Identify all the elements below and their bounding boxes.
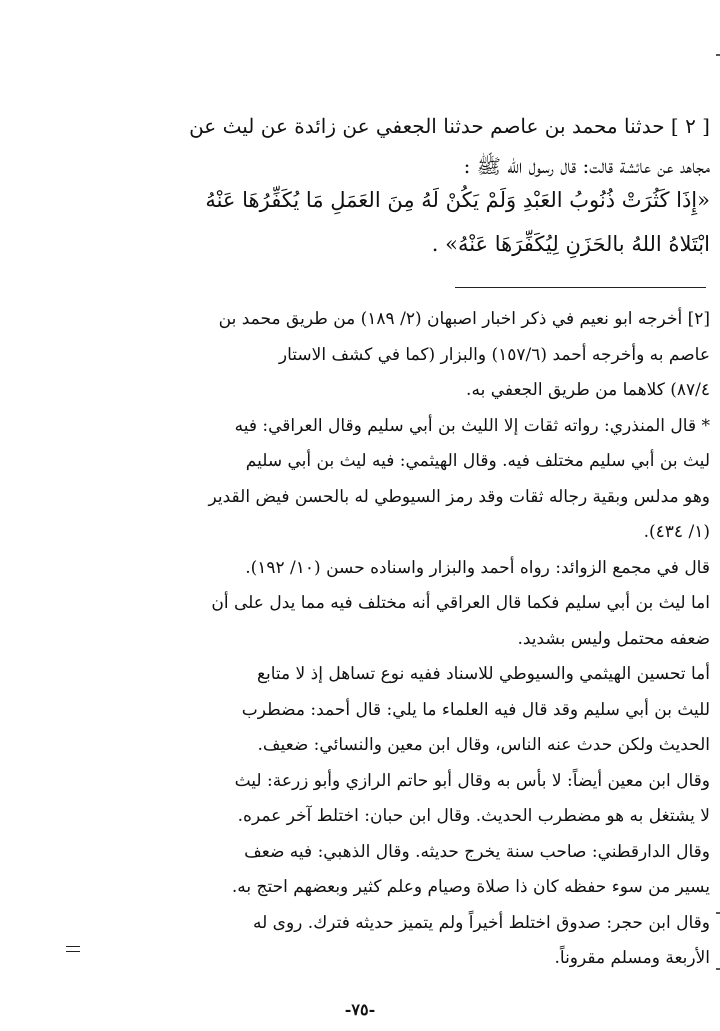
footnote-line: لا يشتغل به هو مضطرب الحديث. وقال ابن حبان: اختلط آخر عمره.	[237, 806, 710, 826]
footnote-line: أما تحسين الهيثمي والسيوطي للاسناد ففيه نوع تساهل إذ لا متابع	[256, 664, 710, 684]
isnad-line-1: [ ٢ ] حدثنا محمد بن عاصم حدثنا الجعفي عن زائدة عن ليث عن	[189, 114, 710, 138]
footnote-line: وقال ابن معين أيضاً: لا بأس به وقال أبو حاتم الرازي وأبو زرعة: ليث	[234, 770, 710, 791]
hadith-isnad	[104, 106, 710, 186]
footnote-line: (١/ ٤٣٤).	[643, 522, 710, 542]
footnote-line: لليث بن أبي سليم وقد قال فيه العلماء ما يلي: قال أحمد: مضطرب	[241, 699, 710, 720]
footnote-line: ليث بن أبي سليم مختلف فيه. وقال الهيثمي: فيه ليث بن أبي سليم	[245, 451, 710, 471]
footnote-line: الأربعة ومسلم مقروناً.	[554, 948, 710, 968]
footnote-line: عاصم به وأخرجه أحمد (١٥٧/٦) والبزار (كما في كشف الاستار	[278, 344, 710, 365]
footnote-divider	[455, 287, 706, 288]
footnote-line: الحديث ولكن حدث عنه الناس، وقال ابن معين والنسائي: ضعيف.	[257, 735, 710, 755]
edge-mark	[716, 912, 720, 914]
hadith-matn	[104, 178, 710, 266]
footnote-line: قال في مجمع الزوائد: رواه أحمد والبزار واسناده حسن (١٠/ ١٩٢).	[245, 557, 710, 578]
matn-line-2: ابْتَلاهُ اللهُ بالحَزَنِ لِيُكَفِّرَهَا عَنْهُ» .	[431, 232, 710, 256]
footnote-line: ضعفه محتمل وليس بشديد.	[517, 628, 710, 649]
footnote-line: [٢] أخرجه ابو نعيم في ذكر اخبار اصبهان (٢/ ١٨٩) من طريق محمد بن	[218, 309, 710, 329]
edge-mark	[716, 968, 720, 970]
isnad-line-2: مجاهد عن عائشة قالت: قال رسول الله ﷺ :	[463, 154, 710, 178]
edge-mark	[716, 54, 720, 56]
margin-mark	[66, 946, 80, 956]
footnote-line: وقال الدارقطني: صاحب سنة يخرج حديثه. وقال الذهبي: فيه ضعف	[244, 841, 710, 862]
footnote-line: * قال المنذري: رواته ثقات إلا الليث بن أبي سليم وقال العراقي: فيه	[234, 415, 710, 436]
footnote-line: وقال ابن حجر: صدوق اختلط أخيراً ولم يتميز حديثه فترك. روى له	[252, 912, 710, 933]
page-number: -٧٥-	[344, 1000, 376, 1019]
footnote-line: اما ليث بن أبي سليم فكما قال العراقي أنه مختلف فيه مما يدل على أن	[211, 593, 710, 613]
footnote-line: يسير من سوء حفظه كان ذا صلاة وصيام وعلم كثير وبعضهم احتج به.	[231, 877, 710, 897]
footnote-line: وهو مدلس وبقية رجاله ثقات وقد رمز السيوطي له بالحسن فيض القدير	[208, 486, 710, 507]
matn-line-1: «إِذَا كَثُرَتْ ذُنُوبُ العَبْدِ وَلَمْ يَكُنْ لَهُ مِنَ العَمَلِ مَا يُكَفِّرُهَا عَنْهُ	[205, 188, 710, 212]
footnote-line: ٨٧/٤) كلاهما من طريق الجعفي به.	[466, 380, 710, 400]
footnotes	[104, 302, 710, 977]
